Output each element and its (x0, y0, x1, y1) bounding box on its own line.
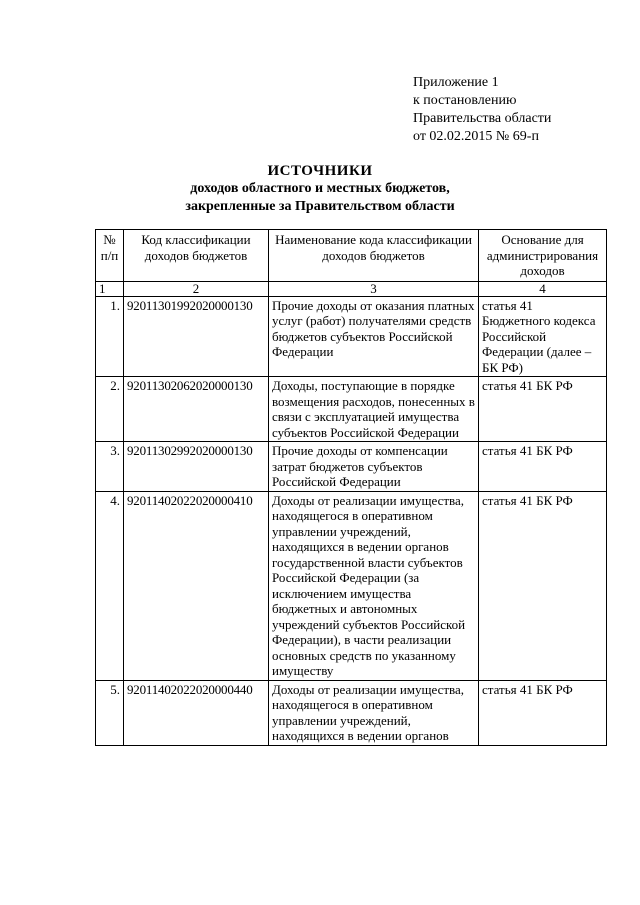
table-header-row (96, 230, 607, 282)
admin-basis: статья 41 БК РФ (479, 491, 607, 680)
income-sources-table (95, 229, 607, 746)
code-name: Прочие доходы от компенсации затрат бюджетов субъектов Российской Федерации (269, 442, 479, 492)
header-basis: Основание для администрирования доходов (479, 230, 607, 282)
table-row (96, 442, 607, 492)
header-name: Наименование кода классификации доходов бюджетов (269, 230, 479, 282)
document-subtitle: доходов областного и местных бюджетов, (190, 181, 450, 196)
column-number: 2 (124, 281, 269, 296)
table-row (96, 491, 607, 680)
column-number: 4 (479, 281, 607, 296)
row-number: 4. (96, 491, 124, 680)
appendix-line: Приложение 1 (413, 75, 499, 90)
header-no: № п/п (96, 230, 124, 282)
document-subtitle: закрепленные за Правительством области (185, 199, 455, 214)
code-name: Доходы от реализации имущества, находящегося в оперативном управлении учреждений, находящихся в ведении органов (269, 680, 479, 745)
code-name: Прочие доходы от оказания платных услуг (работ) получателями средств бюджетов субъектов Российской Федерации (269, 296, 479, 377)
classification-code: 92011302062020000130 (124, 377, 269, 442)
admin-basis: статья 41 БК РФ (479, 442, 607, 492)
header-code: Код классификации доходов бюджетов (124, 230, 269, 282)
row-number: 2. (96, 377, 124, 442)
row-number: 5. (96, 680, 124, 745)
column-number: 3 (269, 281, 479, 296)
column-number-row (96, 281, 607, 296)
classification-code: 92011301992020000130 (124, 296, 269, 377)
appendix-line: Правительства области (413, 111, 552, 126)
admin-basis: статья 41 БК РФ (479, 377, 607, 442)
table-row (96, 296, 607, 377)
document-heading (0, 162, 640, 216)
code-name: Доходы от реализации имущества, находящегося в оперативном управлении учреждений, находящихся в ведении органов государственной власти субъектов Российской Федерации (за исключением имущества бюджетных и автономных учреждений субъектов Российской Федерации), в части реализации основных средств по указанному имуществу (269, 491, 479, 680)
appendix-line: от 02.02.2015 № 69-п (413, 129, 539, 144)
document-title: ИСТОЧНИКИ (267, 163, 373, 179)
classification-code: 92011402022020000440 (124, 680, 269, 745)
table-row (96, 377, 607, 442)
appendix-line: к постановлению (413, 93, 517, 108)
classification-code: 92011302992020000130 (124, 442, 269, 492)
admin-basis: статья 41 БК РФ (479, 680, 607, 745)
code-name: Доходы, поступающие в порядке возмещения расходов, понесенных в связи с эксплуатацией имущества субъектов Российской Федерации (269, 377, 479, 442)
column-number: 1 (96, 281, 124, 296)
row-number: 3. (96, 442, 124, 492)
table-row (96, 680, 607, 745)
row-number: 1. (96, 296, 124, 377)
classification-code: 92011402022020000410 (124, 491, 269, 680)
appendix-block (413, 74, 551, 146)
admin-basis: статья 41 Бюджетного кодекса Российской Федерации (далее – БК РФ) (479, 296, 607, 377)
